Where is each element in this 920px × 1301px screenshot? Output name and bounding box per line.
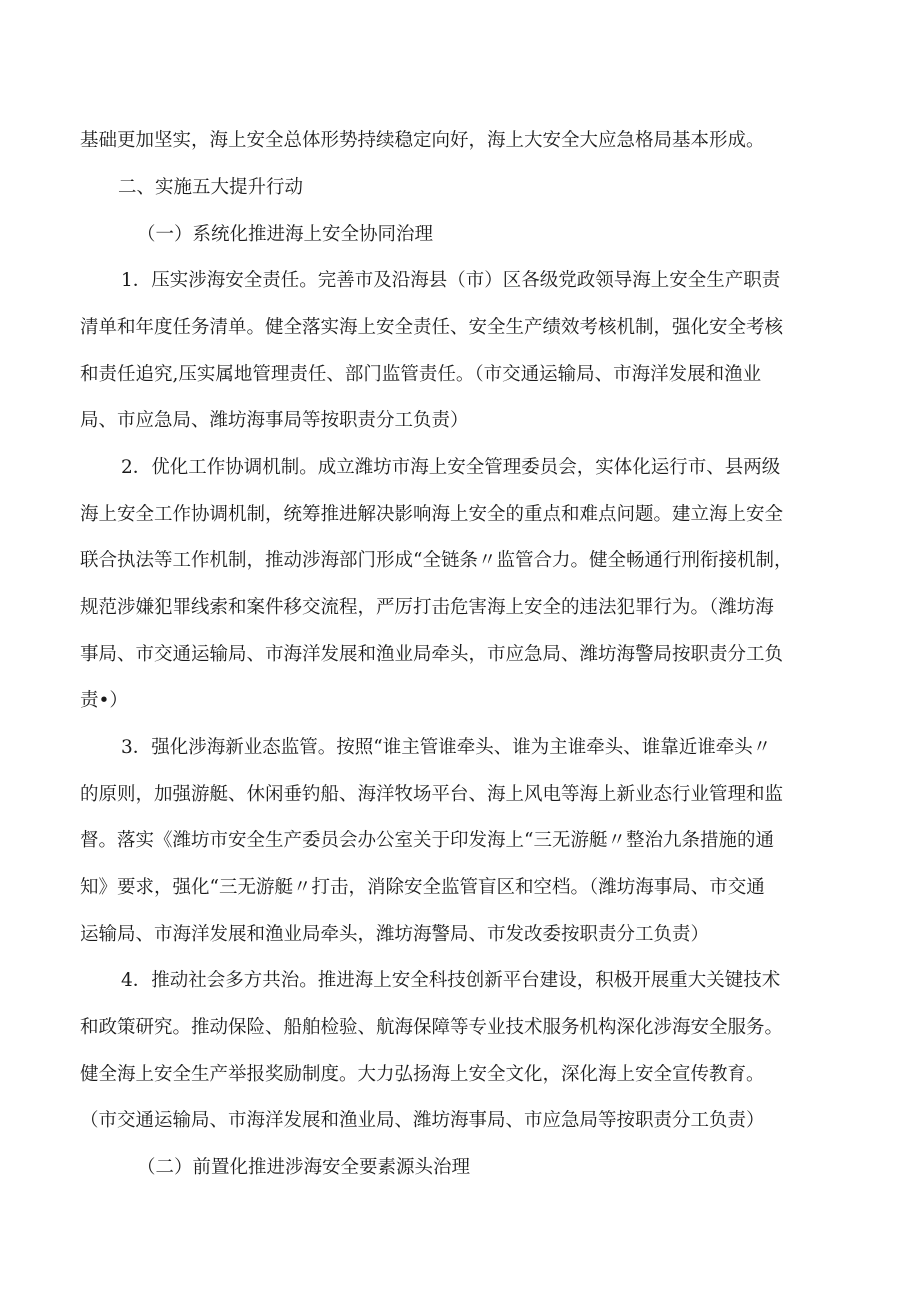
- text-line: 督。落实《潍坊市安全生产委员会办公室关于印发海上“三无游艇〃整治九条措施的通: [80, 830, 774, 851]
- text-line: （市交通运输局、市海洋发展和渔业局、潍坊海事局、市应急局等按职责分工负责）: [80, 1110, 765, 1131]
- section-heading: 二、实施五大提升行动: [118, 177, 304, 198]
- text-line: 知》要求，强化“三无游艇〃打击，消除安全监管盲区和空档。（潍坊海事局、市交通: [80, 877, 765, 898]
- text-line: 海上安全工作协调机制，统筹推进解决影响海上安全的重点和难点问题。建立海上安全: [80, 504, 784, 525]
- text-line: 联合执法等工作机制，推动涉海部门形成“全链条〃监管合力。健全畅通行刑衔接机制，: [80, 550, 793, 571]
- text-line: 事局、市交通运输局、市海洋发展和渔业局牵头，市应急局、潍坊海警局按职责分工负: [80, 644, 784, 665]
- text-line: 和政策研究。推动保险、船舶检验、航海保障等专业技术服务机构深化涉海安全服务。: [80, 1017, 784, 1038]
- text-line: 3．强化涉海新业态监管。按照“谁主管谁牵头、谁为主谁牵头、谁靠近谁牵头〃: [121, 737, 772, 758]
- text-line: 2．优化工作协调机制。成立潍坊市海上安全管理委员会，实体化运行市、县两级: [121, 457, 781, 478]
- text-line: 责•）: [80, 690, 128, 711]
- text-line: 健全海上安全生产举报奖励制度。大力弘扬海上安全文化，深化海上安全宣传教育。: [80, 1064, 765, 1085]
- text-line: 和责任追究,压实属地管理责任、部门监管责任。（市交通运输局、市海洋发展和渔业: [80, 364, 762, 385]
- text-line: 规范涉嫌犯罪线索和案件移交流程，严厉打击危害海上安全的违法犯罪行为。（潍坊海: [80, 597, 774, 618]
- text-line: 运输局、市海洋发展和渔业局牵头，潍坊海警局、市发改委按职责分工负责）: [80, 924, 710, 945]
- subsection-heading: （二）前置化推进涉海安全要素源头治理: [137, 1157, 471, 1178]
- text-line: 局、市应急局、潍坊海事局等按职责分工负责）: [80, 410, 469, 431]
- text-line: 的原则，加强游艇、休闲垂钓船、海洋牧场平台、海上风电等海上新业态行业管理和监: [80, 784, 784, 805]
- text-line: 清单和年度任务清单。健全落实海上安全责任、安全生产绩效考核机制，强化安全考核: [80, 317, 784, 338]
- text-line: 基础更加坚实，海上安全总体形势持续稳定向好，海上大安全大应急格局基本形成。: [80, 130, 765, 151]
- text-line: 4．推动社会多方共治。推进海上安全科技创新平台建设，积极开展重大关键技术: [121, 970, 781, 991]
- subsection-heading: （一）系统化推进海上安全协同治理: [137, 224, 434, 245]
- text-line: 1．压实涉海安全责任。完善市及沿海县（市）区各级党政领导海上安全生产职责: [121, 270, 781, 291]
